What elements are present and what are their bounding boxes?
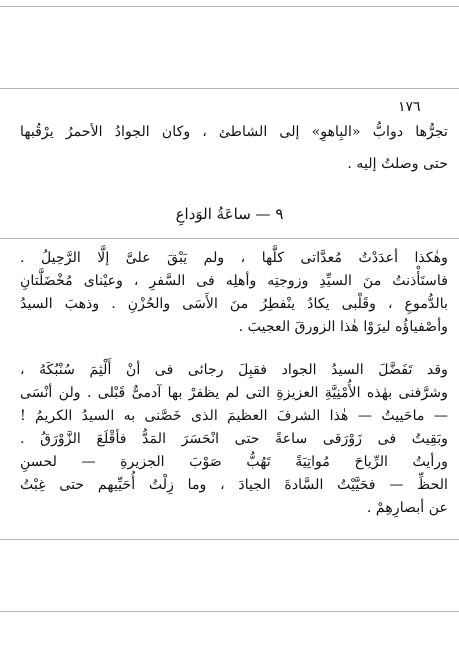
- text-line: وهٰكذا أعدَدْتُ مُعدَّاتى كلَّها ، ولم يَبْقَ علىَّ إلَّا الرَّحِيلُ .: [20, 250, 448, 266]
- ruled-line: [0, 238, 459, 239]
- text-line: ورأيتُ الرِّياحَ مُواتِيَةً تَهُبُّ صَوْبَ الجزيرةِ — لحسنِ: [20, 454, 448, 470]
- text-line: وشرَّفنى بهٰذه الأُمْنِيَّةِ العزيزةِ التى لم يظفرْ بها آدمىٌّ قَبْلى . ولن أنْسَى: [20, 385, 448, 401]
- text-line: حتى وصلتُ إليه .: [347, 156, 448, 172]
- page-number: ١٧٦: [398, 99, 421, 115]
- text-line: بالدُّموعِ ، وقَلْبى يكادُ ينْفطِرُ منَ الأَسَى والحُزْنِ . وذهبَ السيدُ: [20, 296, 448, 312]
- text-line: وقد تَفَضَّلَ السيدُ الجواد فقبِلَ رجائى فى أنْ أَلْثِمَ سُنْبُكَهُ ،: [20, 362, 448, 378]
- text-line: — ماحَييتُ — هٰذا الشرفَ العظيمَ الذى خَصَّنى به السيدُ الكريمُ !: [20, 408, 448, 424]
- text-line: عن أبصارِهِمْ .: [366, 500, 448, 516]
- ruled-line: [0, 611, 459, 612]
- text-line: وأصْفياؤُه ليرَوْا هٰذا الزورقَ العجيبَ .: [238, 319, 448, 335]
- chapter-heading: ٩ — ساعَةُ الوَداعِ: [175, 205, 284, 223]
- text-line: وبَقِيتُ فى زَوْرَقى ساعةً حتى انْحَسَرَ المَدُّ فأقْلَعَ الزَّوْرَقُ .: [20, 431, 448, 447]
- text-line: تجرُّها دوابُّ «البِاهوِ» إلى الشاطئ ، وكان الجوادُ الأحمرُ يرْقُبها: [20, 124, 448, 140]
- ruled-line: [0, 6, 459, 7]
- ruled-line: [0, 88, 459, 89]
- ruled-line: [0, 539, 459, 540]
- text-line: الحظِّ — فحَيَّيْتُ السَّادةَ الجيادَ ، وما زِلْتُ أُحَيِّيهم حتى غِبْتُ: [20, 477, 448, 493]
- text-line: فاستَأْذنتُ منَ السيِّدِ وزوجتِه وأهلِه فى السَّفرِ ، وعيْناى مُخْضَلَّتانِ: [20, 273, 448, 289]
